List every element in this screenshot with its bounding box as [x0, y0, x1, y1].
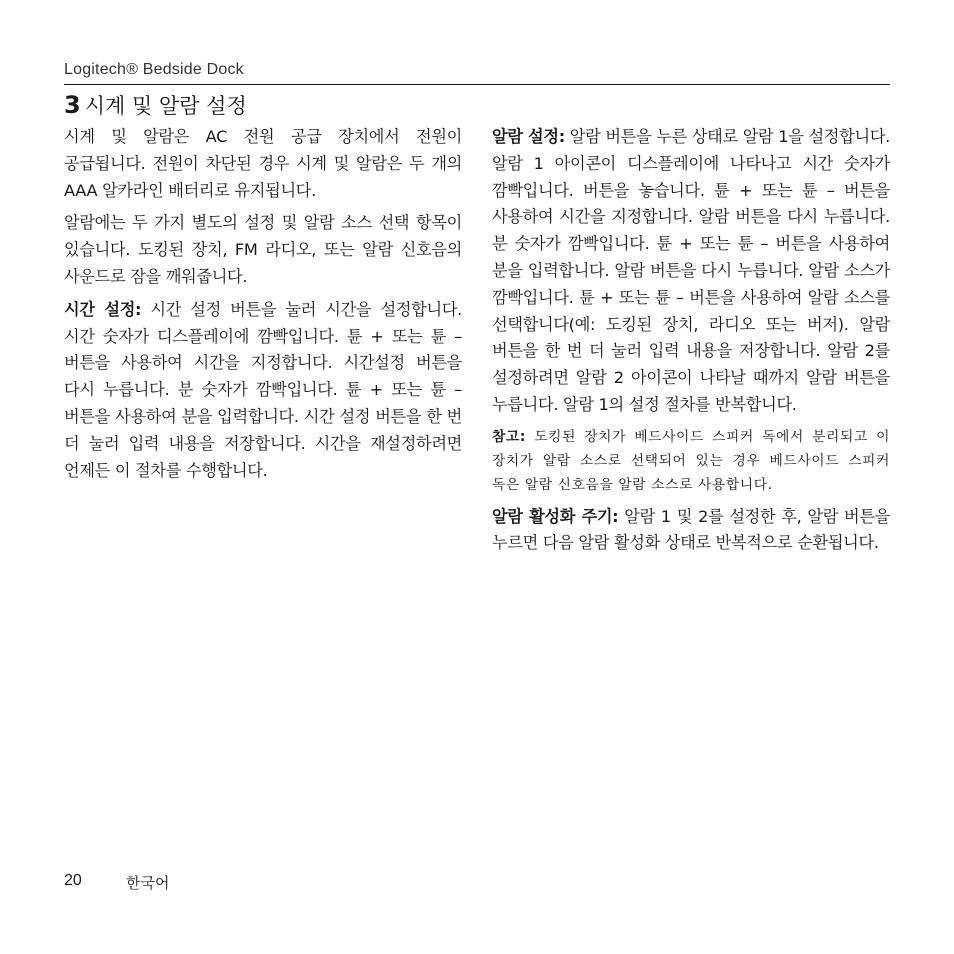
- section-number: 3: [64, 91, 81, 119]
- section-heading: [64, 90, 247, 121]
- section-title: 시계 및 알람 설정: [84, 94, 247, 118]
- time-setting-text: 시간 설정 버튼을 눌러 시간을 설정합니다. 시간 숫자가 디스플레이에 깜빡입니다. 튠 + 또는 튠 – 버튼을 사용하여 시간을 지정합니다. 시간설정 버튼을 다시 누릅니다. 분 숫자가 깜빡입니다. 튠 + 또는 튠 – 버튼을 사용하여 분을 입력합니다. 시간 설정 버튼을 한 번 더 눌러 입력 내용을 저장합니다. 시간을 재설정하려면 언제든 이 절차를 수행합니다.: [64, 299, 462, 480]
- header-divider: [64, 84, 890, 85]
- intro-paragraph: 시계 및 알람은 AC 전원 공급 장치에서 전원이 공급됩니다. 전원이 차단된 경우 시계 및 알람은 두 개의 AAA 알카라인 배터리로 유지됩니다.: [64, 127, 462, 200]
- note-paragraph: [492, 425, 890, 498]
- alarm-activation-text: 알람 1 및 2를 설정한 후, 알람 버튼을 누르면 다음 알람 활성화 상태로 반복적으로 순환됩니다.: [492, 506, 890, 553]
- time-setting-label: 시간 설정:: [64, 299, 142, 319]
- alarm-activation-paragraph: [492, 504, 890, 558]
- alarm-setting-label: 알람 설정:: [492, 127, 565, 146]
- alarm-setting-text: 알람 버튼을 누른 상태로 알람 1을 설정합니다. 알람 1 아이콘이 디스플레이에 나타나고 시간 숫자가 깜빡입니다. 버튼을 놓습니다. 튠 + 또는 튠 – 버튼을 사용하여 시간을 지정합니다. 알람 버튼을 다시 누릅니다. 분 숫자가 깜빡입니다. 튠 + 또는 튠 – 버튼을 사용하여 분을 입력합니다. 알람 버튼을 다시 누릅니다. 알람 소스가 깜빡입니다. 튠 + 또는 튠 – 버튼을 사용하여 알람 소스를 선택합니다(예: 도킹된 장치, 라디오 또는 버저). 알람 버튼을 한 번 더 눌러 입력 내용을 저장합니다. 알람 2를 설정하려면 알람 2 아이콘이 나타날 때까지 알람 버튼을 누릅니다. 알람 1의 설정 절차를 반복합니다.: [492, 127, 890, 414]
- alarm-options-paragraph: 알람에는 두 가지 별도의 설정 및 알람 소스 선택 항목이 있습니다. 도킹된 장치, FM 라디오, 또는 알람 신호음의 사운드로 잠을 깨워줍니다.: [64, 213, 462, 286]
- left-column: [64, 124, 462, 490]
- document-header-title: Logitech® Bedside Dock: [64, 61, 244, 78]
- alarm-activation-label: 알람 활성화 주기:: [492, 506, 619, 526]
- footer-language: 한국어: [126, 874, 170, 892]
- alarm-setting-paragraph: [492, 124, 890, 419]
- note-text: 도킹된 장치가 베드사이드 스피커 독에서 분리되고 이 장치가 알람 소스로 선택되어 있는 경우 베드사이드 스피커 독은 알람 신호음을 알람 소스로 사용합니다.: [492, 428, 890, 494]
- right-column: [492, 124, 890, 563]
- time-setting-paragraph: [64, 297, 462, 485]
- page-number: 20: [64, 872, 82, 889]
- note-label: 참고:: [492, 428, 526, 445]
